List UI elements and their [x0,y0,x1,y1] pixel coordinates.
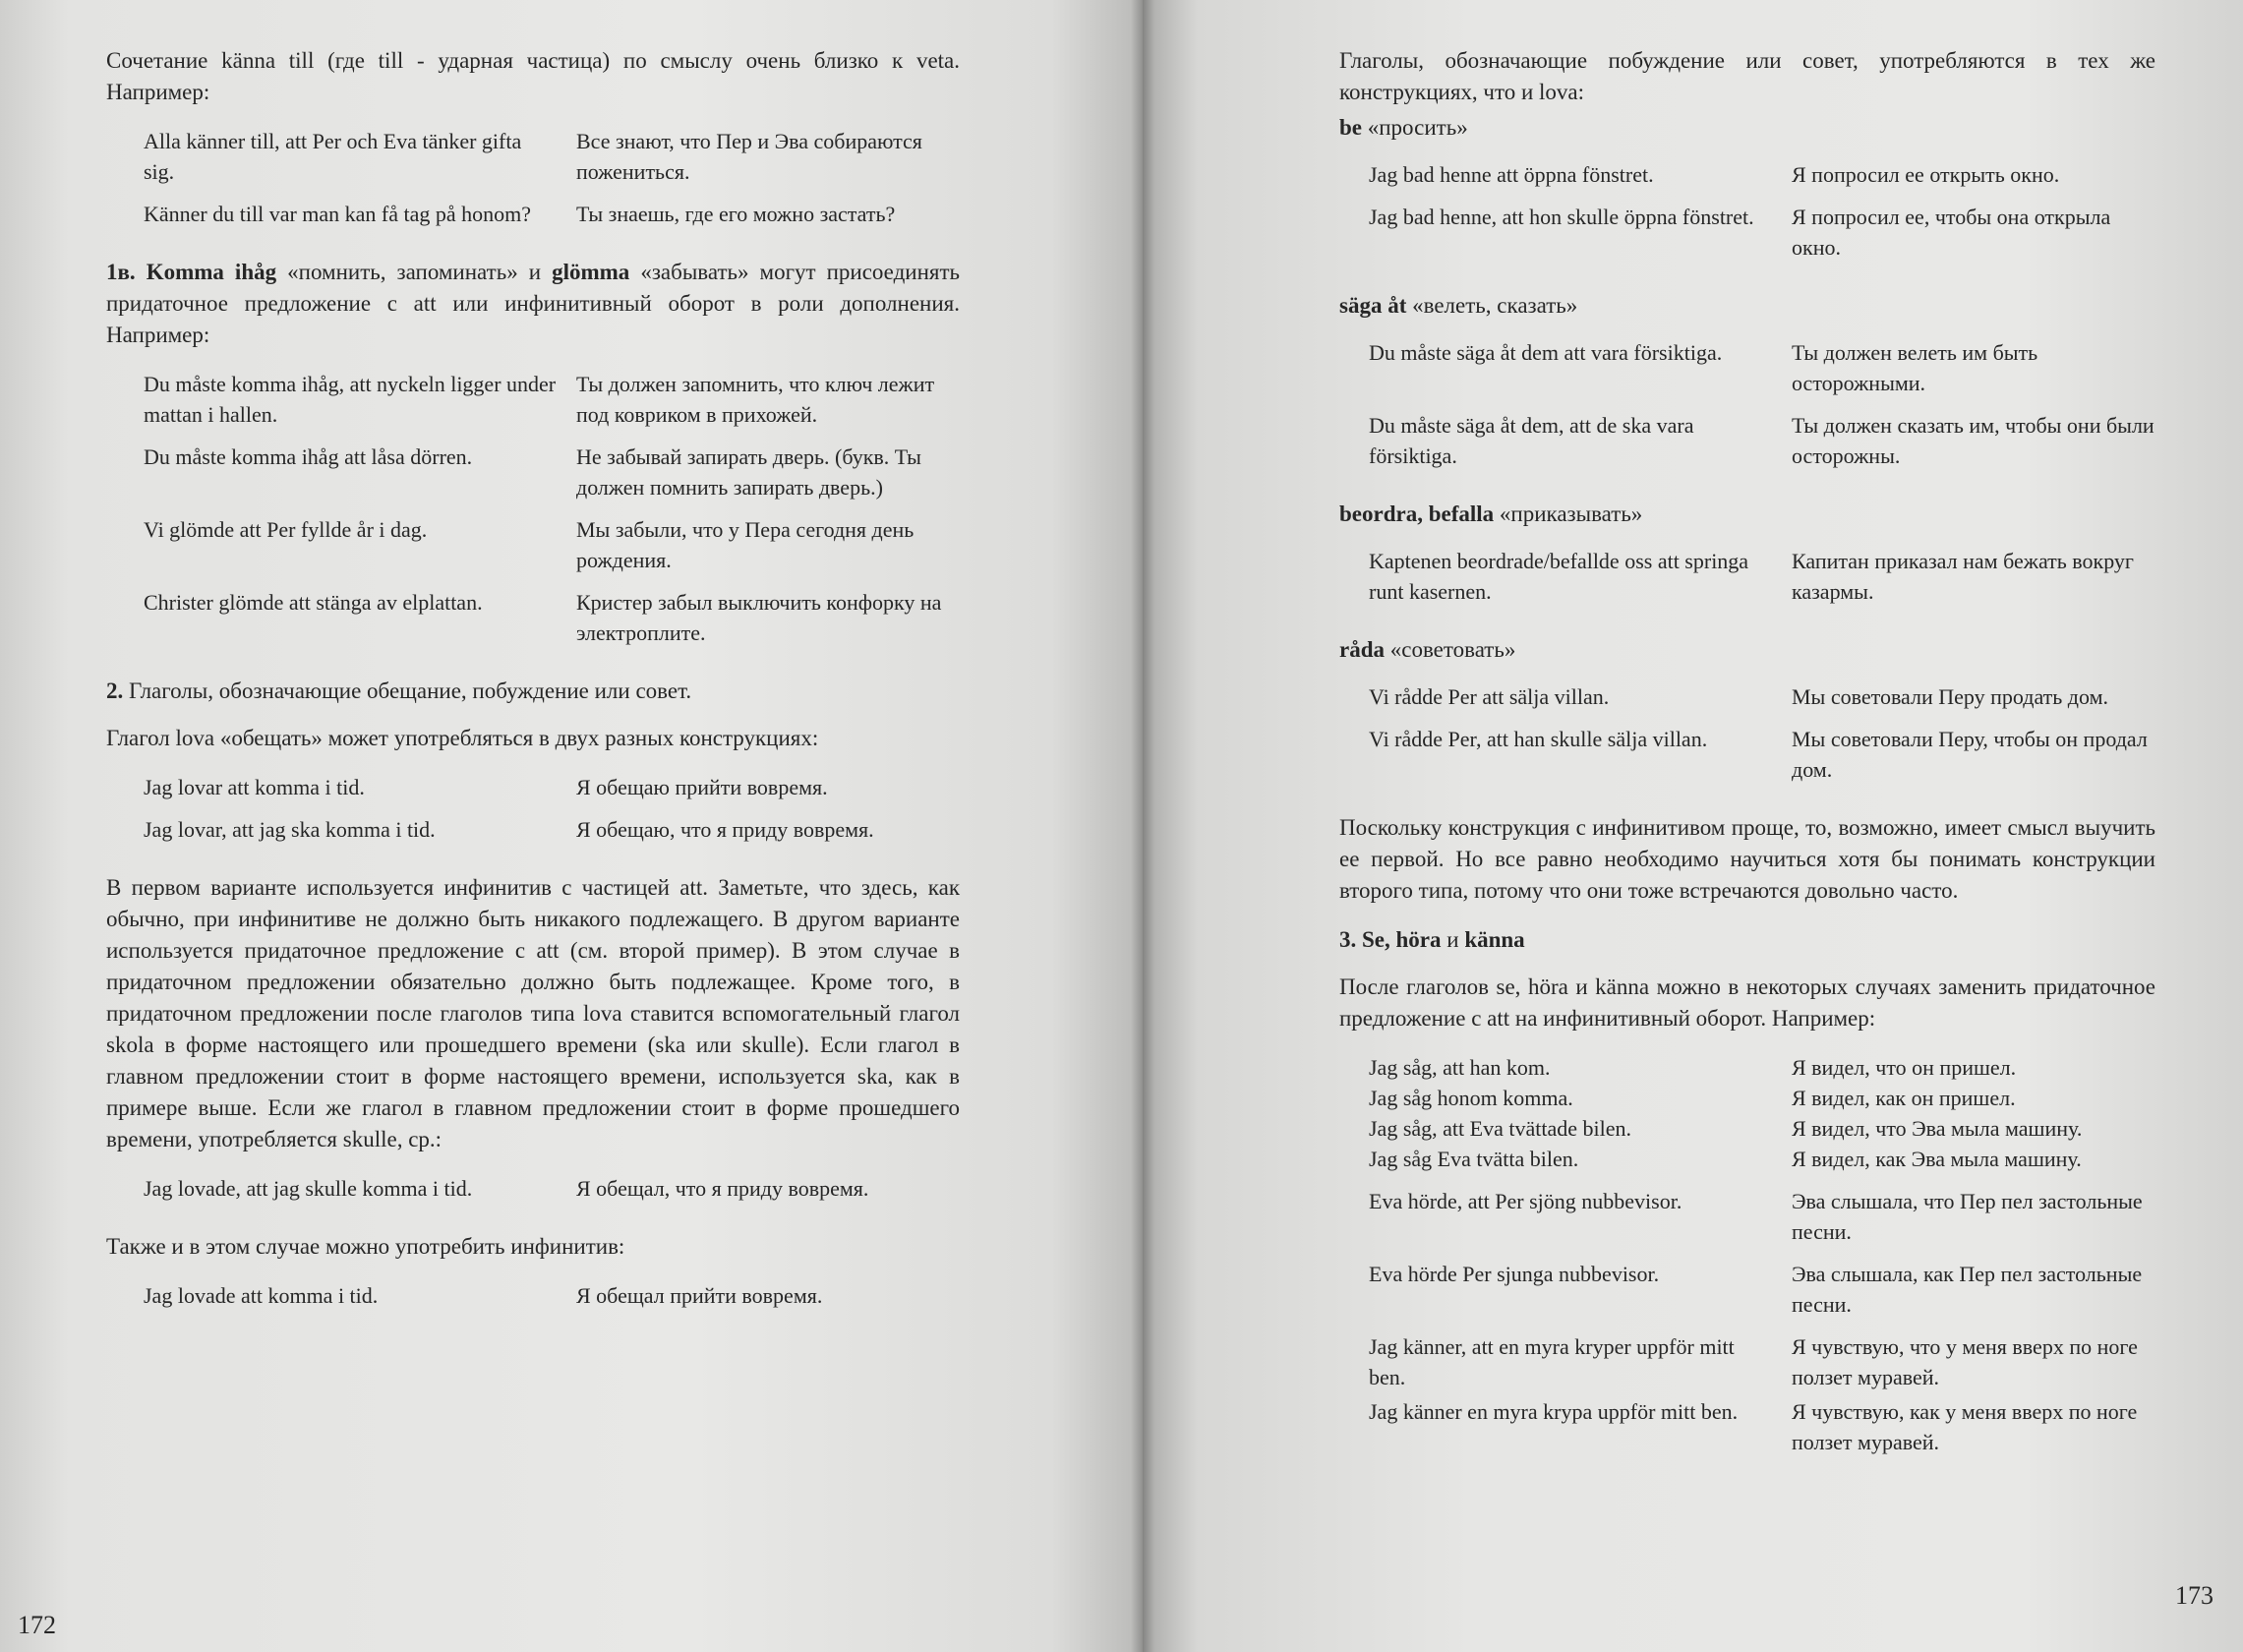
example-swedish: Du måste säga åt dem att vara försiktiga. [1369,340,1723,365]
example-block-komma-ihag [144,369,960,660]
example-swedish: Jag lovade att komma i tid. [144,1283,379,1308]
example-russian: Я видел, что он пришел. [1792,1055,2017,1080]
example-swedish: Jag såg, att han kom. [1369,1055,1551,1080]
example-russian: Я чувствую, что у меня вверх по ноге ползет муравей. [1792,1334,2138,1389]
verb-heading-beordra [1339,499,2155,530]
example-russian: Капитан приказал нам бежать вокруг казармы. [1792,549,2134,604]
gloss-be: «просить» [1367,115,1468,140]
example-swedish: Jag bad henne, att hon skulle öppna fönstret. [1369,205,1754,229]
example-russian: Мы забыли, что у Пера сегодня день рождения. [576,517,915,572]
example-swedish: Jag såg, att Eva tvättade bilen. [1369,1116,1631,1141]
example-block-lovade [144,1173,960,1215]
example-russian: Мы советовали Перу, чтобы он продал дом. [1792,727,2148,782]
example-russian: Я попросил ее открыть окно. [1792,162,2060,187]
example-russian: Я обещал прийти вовремя. [576,1283,823,1308]
example-russian: Ты знаешь, где его можно застать? [576,202,896,226]
example-russian: Не забывай запирать дверь. (букв. Ты должен помнить запирать дверь.) [576,444,921,500]
right-intro-paragraph: Глаголы, обозначающие побуждение или совет, употребляются в тех же конструкциях, что и lova: [1339,48,2155,104]
gloss-saga-at: «велеть, сказать» [1412,293,1578,318]
section-3-title-a: 3. Se, höra [1339,927,1442,952]
verb-heading-be [1339,112,2155,144]
left-page-content [106,45,960,1338]
example-russian: Я видел, что Эва мыла машину. [1792,1116,2083,1141]
example-swedish: Jag känner, att en myra kryper uppför mitt ben. [1369,1334,1735,1389]
section-2-title: Глаголы, обозначающие обещание, побуждение или совет. [129,678,692,703]
example-russian: Я попросил ее, чтобы она открыла окно. [1792,205,2111,260]
example-swedish: Alla känner till, att Per och Eva tänker gifta sig. [144,129,522,184]
example-russian: Ты должен велеть им быть осторожными. [1792,340,2038,395]
example-swedish: Vi glömde att Per fyllde år i dag. [144,517,428,542]
example-block-rada [1369,681,2155,796]
section-3-paragraph: После глаголов se, höra и känna можно в некоторых случаях заменить придаточное предложение с att на инфинитивный оборот. Например: [1339,974,2155,1031]
example-russian: Я обещаю прийти вовремя. [576,775,828,799]
right-page [1143,0,2243,1652]
example-russian: Все знают, что Пер и Эва собираются пожениться. [576,129,922,184]
example-block-be [1369,159,2155,274]
example-block-beordra [1369,546,2155,619]
term-komma-ihag: Komma ihåg [146,260,277,284]
term-glomma: glömma [552,260,630,284]
term-rada: råda [1339,637,1385,662]
section-1v-paragraph [106,257,960,351]
also-paragraph: Также и в этом случае можно употребить инфинитив: [106,1234,625,1259]
gloss-rada: «советовать» [1389,637,1516,662]
section-2-heading [106,676,960,707]
example-russian: Я обещал, что я приду вовремя. [576,1176,869,1201]
section-3-title-c: känna [1464,927,1525,952]
gloss-komma-ihag: «помнить, запоминать» и [287,260,542,284]
right-page-content [1339,45,2155,1485]
example-swedish: Du måste säga åt dem, att de ska vara försiktiga. [1369,413,1694,468]
example-russian: Эва слышала, что Пер пел застольные песни. [1792,1189,2143,1244]
gloss-beordra: «приказывать» [1499,502,1643,526]
page-number-right: 173 [2175,1581,2213,1610]
example-swedish: Vi rådde Per att sälja villan. [1369,684,1610,709]
example-block-lova [144,772,960,856]
book-gutter [1131,0,1154,1652]
example-swedish: Eva hörde Per sjunga nubbevisor. [1369,1262,1660,1286]
page-number-left: 172 [18,1611,56,1639]
example-swedish: Eva hörde, att Per sjöng nubbevisor. [1369,1189,1682,1213]
intro-paragraph: Сочетание känna till (где till - ударная частица) по смыслу очень близко к veta. Например: [106,48,960,104]
example-swedish: Jag lovar, att jag ska komma i tid. [144,817,436,842]
example-russian: Я обещаю, что я приду вовремя. [576,817,874,842]
section-2-paragraph: Глагол lova «обещать» может употребляться в двух разных конструкциях: [106,726,819,750]
example-russian: Ты должен сказать им, чтобы они были осторожны. [1792,413,2154,468]
example-swedish: Du måste komma ihåg att låsa dörren. [144,444,473,469]
section-3-heading [1339,924,2155,956]
example-swedish: Jag lovade, att jag skulle komma i tid. [144,1176,473,1201]
verb-heading-rada [1339,634,2155,666]
example-swedish: Jag känner en myra krypa uppför mitt ben. [1369,1399,1739,1424]
example-swedish: Kaptenen beordrade/befallde oss att springa runt kasernen. [1369,549,1749,604]
example-swedish: Christer glömde att stänga av elplattan. [144,590,483,615]
verb-heading-saga-at [1339,290,2155,322]
term-be: be [1339,115,1362,140]
example-block-lovade-inf [144,1280,960,1323]
example-block-kanna-till [144,126,960,241]
example-swedish: Du måste komma ihåg, att nyckeln ligger under mattan i hallen. [144,372,557,427]
example-swedish: Känner du till var man kan få tag på honom? [144,202,532,226]
since-paragraph: Поскольку конструкция с инфинитивом проще, то, возможно, имеет смысл выучить ее первой. Но все равно необходимо научиться хотя бы понимать конструкции второго типа, потому что они тоже встречаются довольно часто. [1339,815,2155,903]
term-beordra: beordra, befalla [1339,502,1495,526]
example-swedish: Jag såg honom komma. [1369,1086,1573,1110]
section-3-title-b: и [1446,927,1459,952]
example-russian: Ты должен запомнить, что ключ лежит под ковриком в прихожей. [576,372,935,427]
example-russian: Я видел, как Эва мыла машину. [1792,1147,2082,1171]
example-russian: Кристер забыл выключить конфорку на электроплите. [576,590,942,645]
example-russian: Мы советовали Перу продать дом. [1792,684,2108,709]
example-block-se [1369,1052,2155,1469]
example-russian: Эва слышала, как Пер пел застольные песни. [1792,1262,2143,1317]
example-swedish: Jag lovar att komma i tid. [144,775,365,799]
example-russian: Я видел, как он пришел. [1792,1086,2016,1110]
term-saga-at: säga åt [1339,293,1407,318]
example-swedish: Jag såg Eva tvätta bilen. [1369,1147,1579,1171]
section-1v-text: «забывать» могут присоединять придаточное предложение с att или инфинитивный оборот в роли дополнения. Например: [106,260,961,347]
section-2-number: 2. [106,678,124,703]
example-swedish: Vi rådde Per, att han skulle sälja villan. [1369,727,1708,751]
example-russian: Я чувствую, как у меня вверх по ноге ползет муравей. [1792,1399,2138,1454]
example-block-saga-at [1369,337,2155,483]
section-1v-number: 1в. [106,260,136,284]
example-swedish: Jag bad henne att öppna fönstret. [1369,162,1654,187]
explanation-paragraph: В первом варианте используется инфинитив с частицей att. Заметьте, что здесь, как обычно, при инфинитиве не должно быть никакого подлежащего. В другом варианте используется придаточное предложение с att (см. второй пример). В этом случае в придаточном предложении обязательно должно быть подлежащее. Кроме того, в придаточном предложении после глаголов типа lova ставится вспомогательный глагол skola в форме настоящего или прошедшего времени (ska или skulle). Если глагол в главном предложении стоит в форме настоящего времени, используется ska, как в примере выше. Если же глагол в главном предложении стоит в форме прошедшего времени, употребляется skulle, ср.: [106,875,960,1151]
